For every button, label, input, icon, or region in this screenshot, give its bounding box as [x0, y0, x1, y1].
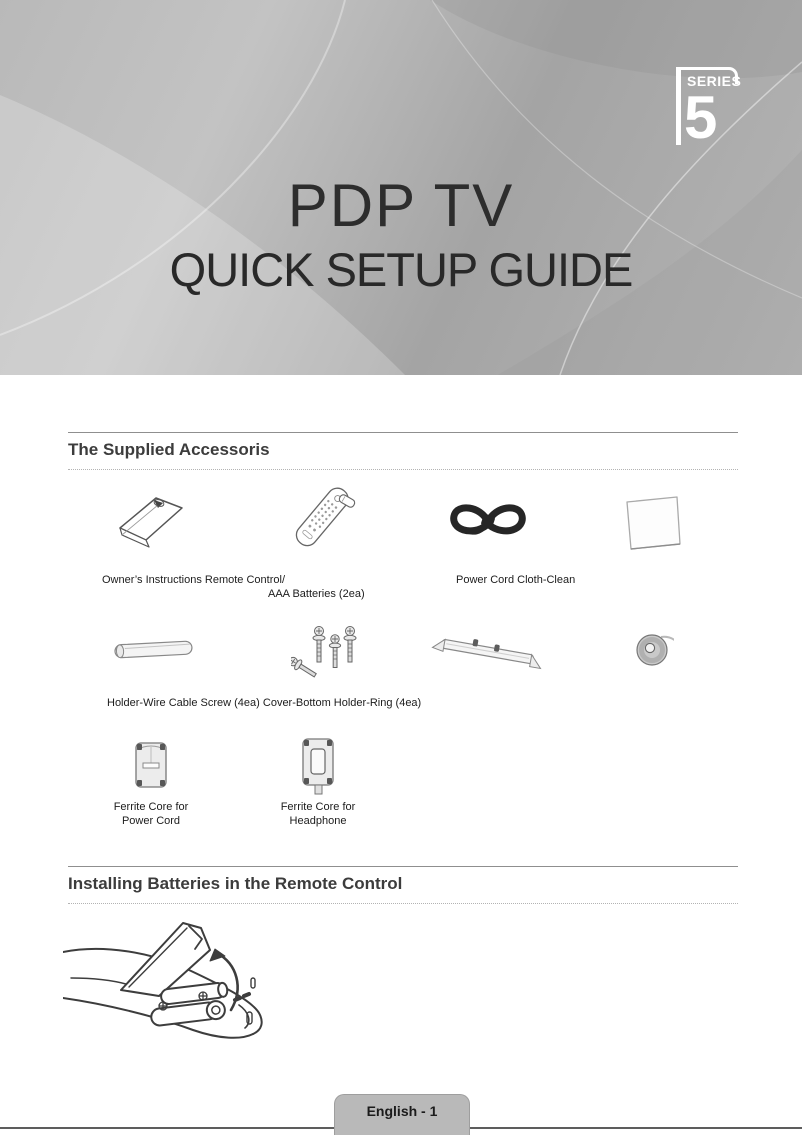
screws-4ea-icon — [291, 621, 363, 683]
remote-battery-installation-illustration — [63, 916, 268, 1048]
label-ferrite-power-line2: Power Cord — [121, 815, 181, 827]
owners-instructions-book-icon — [110, 488, 190, 552]
series-logo-label: SERIES — [687, 73, 742, 89]
label-ferrite-power-line1: Ferrite Core for — [113, 801, 189, 813]
hero-banner — [0, 0, 802, 375]
series-5-logo — [676, 66, 750, 154]
holder-wire-cable-icon — [107, 632, 199, 668]
ferrite-core-headphone-icon — [295, 735, 341, 797]
holder-ring-icon — [630, 628, 674, 672]
label-ferrite-headphone-line1: Ferrite Core for — [280, 801, 356, 813]
series-logo-number: 5 — [684, 84, 718, 151]
ferrite-core-power-icon — [128, 737, 174, 795]
label-holder-screw-cover-ring: Holder-Wire Cable Screw (4ea) Cover-Bottom Holder-Ring (4ea) — [107, 697, 422, 709]
label-owners-instructions-remote: Owner’s Instructions Remote Control/ — [102, 574, 285, 586]
page-footer-tab — [334, 1094, 470, 1135]
accessories-grid — [68, 470, 738, 862]
remote-control-with-battery-icon — [280, 481, 364, 555]
label-ferrite-headphone-line2: Headphone — [289, 815, 347, 827]
cleaning-cloth-icon — [621, 492, 685, 552]
page-number-label: English - 1 — [366, 1103, 438, 1119]
page-subtitle: QUICK SETUP GUIDE — [169, 243, 633, 296]
section-heading-accessories: The Supplied Accessoris — [68, 432, 738, 470]
label-ferrite-core-headphone — [258, 800, 378, 828]
power-cord-icon — [445, 498, 531, 546]
cover-bottom-icon — [431, 633, 543, 677]
label-ferrite-core-power — [91, 800, 211, 828]
section-heading-batteries: Installing Batteries in the Remote Control — [68, 866, 738, 904]
page-title: PDP TV — [287, 172, 515, 239]
label-power-cord-cloth: Power Cord Cloth-Clean — [456, 574, 576, 586]
label-aaa-batteries: AAA Batteries (2ea) — [268, 588, 365, 600]
